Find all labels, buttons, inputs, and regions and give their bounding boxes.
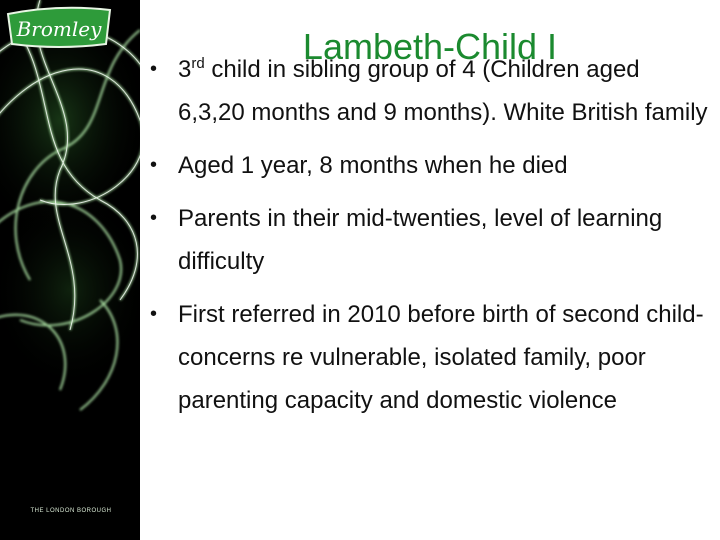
- slide-title: Lambeth-Child I: [302, 26, 558, 68]
- bullet-text: Parents in their mid-twenties, level of learning difficulty: [178, 205, 663, 275]
- bullet-item: [150, 48, 710, 134]
- bullet-dot: •: [150, 154, 158, 176]
- bullet-text: First referred in 2010 before birth of second child-concerns re vulnerable, isolated family, poor parenting capacity and domestic violence: [178, 301, 704, 414]
- bullet-dot: •: [150, 207, 158, 229]
- decorative-sidebar: [0, 0, 140, 540]
- glow-lines-graphic: [0, 0, 140, 540]
- ordinal-suffix: rd: [191, 55, 205, 72]
- logo-caption: THE LONDON BOROUGH: [30, 508, 112, 514]
- bullet-text: Aged 1 year, 8 months when he died: [178, 152, 568, 179]
- bullet-item: [150, 293, 710, 422]
- bullet-item: [150, 144, 710, 187]
- bullet-dot: •: [150, 303, 158, 325]
- logo-wordmark: Bromley: [16, 17, 102, 41]
- bullet-lead: 3: [178, 56, 192, 83]
- bullet-list: [150, 48, 710, 422]
- bromley-logo: [0, 0, 118, 64]
- bullet-text: child in sibling group of 4 (Children aged 6,3,20 months and 9 months). White British family: [178, 56, 708, 126]
- bullet-dot: •: [150, 58, 158, 80]
- bullet-item: [150, 197, 710, 283]
